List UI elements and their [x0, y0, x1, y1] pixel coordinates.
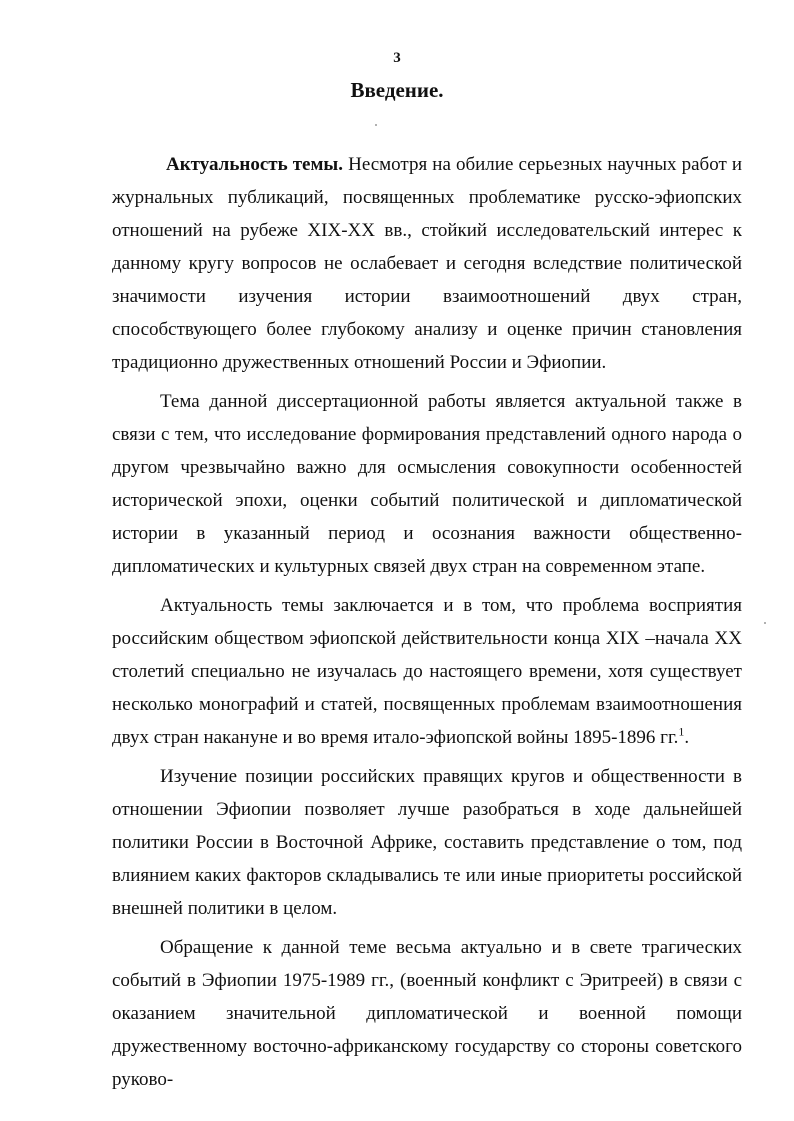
- scan-speck: [375, 124, 377, 126]
- paragraph-text: Обращение к данной теме весьма актуально и в свете трагических событий в Эфиопии 1975-1989 гг., (военный конфликт с Эритреей) в связи с оказанием значительной дипломатической и военной помощи дружественному восточно-африканскому государству со стороны советского руково-: [112, 937, 742, 1090]
- paragraph-text: Актуальность темы заключается и в том, что проблема восприятия российским обществом эфиопской действительности конца XIX –начала XX столетий специально не изучалась до настоящего времени, хотя существует несколько монографий и статей, посвященных проблемам взаимоотношения двух стран накануне и во время итало-эфиопской войны 1895-1896 гг.: [112, 595, 742, 748]
- section-title: Введение.: [350, 78, 444, 102]
- paragraph-end: .: [684, 727, 690, 748]
- paragraph-text: Тема данной диссертационной работы является актуальной также в связи с тем, что исследование формирования представлений одного народа о другом чрезвычайно важно для осмысления совокупности особенностей исторической эпохи, оценки событий политической и дипломатической истории в указанный период и осознания важности общественно-дипломатических и культурных связей двух стран на современном этапе.: [112, 391, 742, 577]
- paragraph-text: Изучение позиции российских правящих кругов и общественности в отношении Эфиопии позволяет лучше разобраться в ходе дальнейшей политики России в Восточной Африке, составить представление о том, под влиянием каких факторов складывались те или иные приоритеты российской внешней политики в целом.: [112, 766, 742, 919]
- scan-speck: [764, 622, 766, 624]
- paragraph: [112, 931, 742, 1096]
- paragraph-lead: Актуальность темы.: [166, 154, 344, 175]
- paragraph-relevance: [112, 148, 742, 379]
- paragraph: [112, 760, 742, 925]
- paragraph: [112, 385, 742, 583]
- paragraph: [112, 589, 742, 754]
- body-text: [112, 148, 742, 1102]
- footnote-marker[interactable]: 1: [678, 724, 685, 739]
- page-number: 3: [393, 50, 401, 66]
- paragraph-text: Несмотря на обилие серьезных научных работ и журнальных публикаций, посвященных проблематике русско-эфиопских отношений на рубеже XIX-XX вв., стойкий исследовательский интерес к данному кругу вопросов не ослабевает и сегодня вследствие политической значимости изучения истории взаимоотношений двух стран, способствующего более глубокому анализу и оценке причин становления традиционно дружественных отношений России и Эфиопии.: [112, 154, 742, 373]
